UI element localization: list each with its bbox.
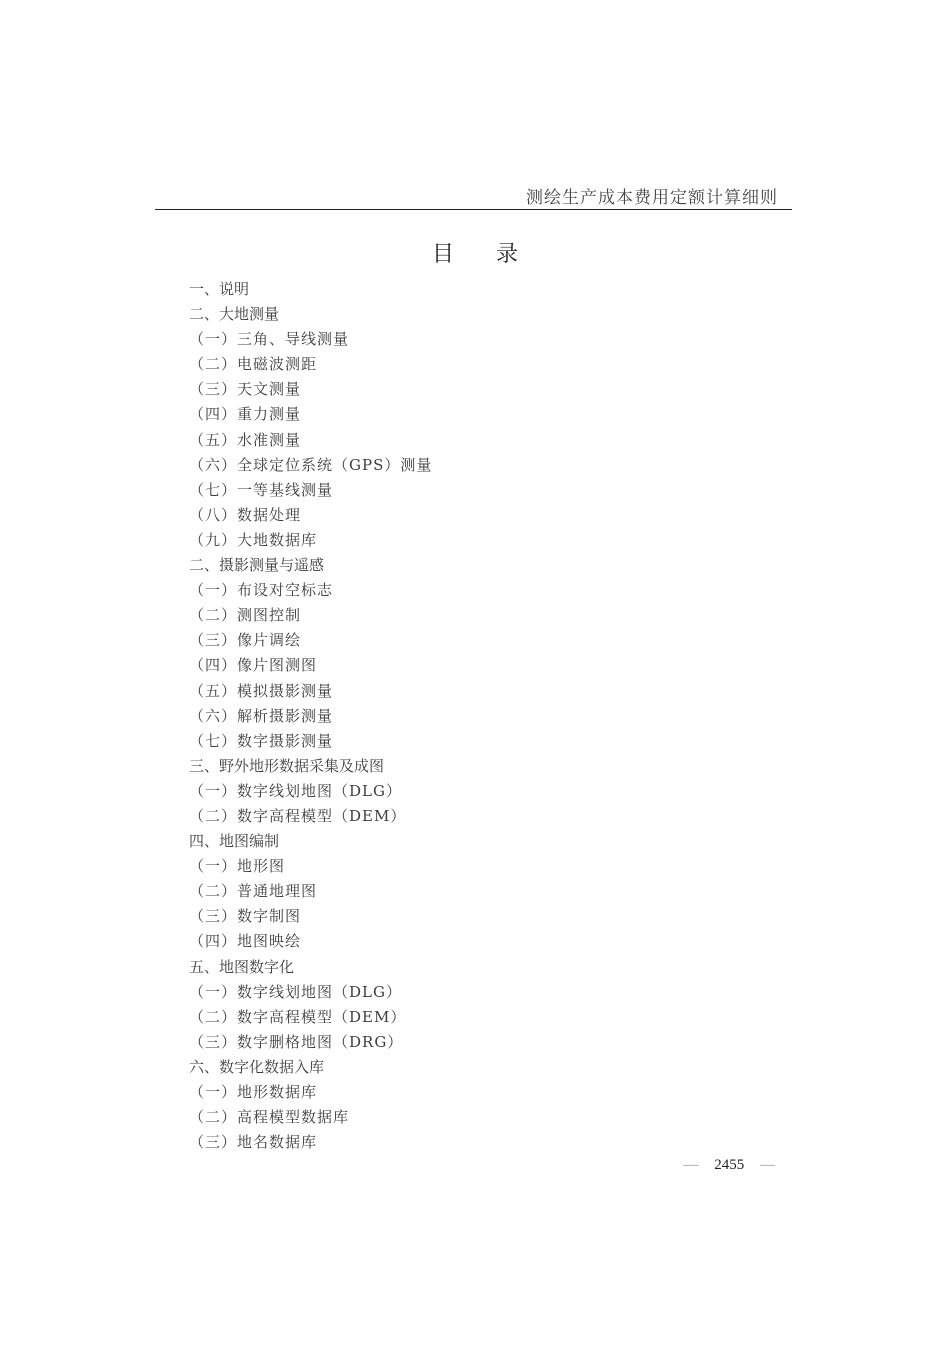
- toc-subsection-entry[interactable]: （二）高程模型数据库: [189, 1108, 350, 1127]
- toc-subsection-entry[interactable]: （七）数字摄影测量: [189, 731, 334, 750]
- toc-subsection-entry[interactable]: （二）测图控制: [189, 606, 302, 625]
- toc-list: [189, 277, 432, 1155]
- toc-subsection-entry[interactable]: （五）水准测量: [189, 430, 302, 449]
- page-footer: [684, 1157, 776, 1174]
- toc-subsection-entry[interactable]: （一）地形数据库: [189, 1083, 318, 1101]
- toc-section-entry[interactable]: 二、摄影测量与遥感: [189, 556, 325, 575]
- toc-subsection-entry[interactable]: （二）数字高程模型（DEM）: [189, 1007, 407, 1026]
- toc-subsection-entry[interactable]: （四）地图映绘: [189, 932, 302, 951]
- footer-dash-left: —: [683, 1157, 699, 1173]
- toc-section-entry[interactable]: 二、大地测量: [189, 305, 280, 324]
- toc-title: [0, 237, 950, 268]
- toc-subsection-entry[interactable]: （七）一等基线测量: [189, 480, 334, 499]
- toc-subsection-entry[interactable]: （二）数字高程模型（DEM）: [189, 806, 407, 825]
- toc-subsection-entry[interactable]: （三）数字删格地图（DRG）: [189, 1032, 404, 1051]
- toc-subsection-entry[interactable]: （一）布设对空标志: [189, 581, 334, 600]
- toc-subsection-entry[interactable]: （六）全球定位系统（GPS）测量: [189, 455, 433, 474]
- footer-dash-right: —: [760, 1157, 775, 1173]
- header-rule: [155, 209, 792, 210]
- toc-subsection-entry[interactable]: （三）地名数据库: [189, 1133, 318, 1152]
- toc-subsection-entry[interactable]: （一）数字线划地图（DLG）: [189, 982, 402, 1001]
- toc-section-entry[interactable]: 四、地图编制: [189, 832, 280, 851]
- toc-subsection-entry[interactable]: （六）解析摄影测量: [189, 706, 334, 725]
- toc-section-entry[interactable]: 六、数字化数据入库: [189, 1057, 325, 1076]
- toc-subsection-entry[interactable]: （一）地形图: [189, 857, 286, 876]
- page-number: 2455: [714, 1157, 745, 1173]
- toc-subsection-entry[interactable]: （八）数据处理: [189, 505, 302, 524]
- toc-section-entry[interactable]: 一、说明: [189, 280, 250, 298]
- toc-subsection-entry[interactable]: （一）数字线划地图（DLG）: [189, 781, 402, 800]
- toc-title-part2: 录: [496, 242, 519, 267]
- running-header: 测绘生产成本费用定额计算细则: [526, 188, 778, 208]
- toc-subsection-entry[interactable]: （二）普通地理图: [189, 882, 318, 901]
- toc-subsection-entry[interactable]: （三）像片调绘: [189, 631, 302, 650]
- toc-subsection-entry[interactable]: （四）重力测量: [189, 405, 302, 424]
- toc-subsection-entry[interactable]: （一）三角、导线测量: [189, 330, 350, 349]
- toc-subsection-entry[interactable]: （三）天文测量: [189, 380, 302, 399]
- toc-subsection-entry[interactable]: （九）大地数据库: [189, 530, 318, 549]
- toc-section-entry[interactable]: 五、地图数字化: [189, 957, 295, 976]
- toc-title-part1: 目: [431, 242, 454, 267]
- toc-subsection-entry[interactable]: （三）数字制图: [189, 907, 302, 926]
- toc-section-entry[interactable]: 三、野外地形数据采集及成图: [189, 756, 385, 775]
- toc-subsection-entry[interactable]: （四）像片图测图: [189, 656, 318, 675]
- toc-subsection-entry[interactable]: （五）模拟摄影测量: [189, 681, 334, 700]
- toc-subsection-entry[interactable]: （二）电磁波测距: [189, 355, 318, 374]
